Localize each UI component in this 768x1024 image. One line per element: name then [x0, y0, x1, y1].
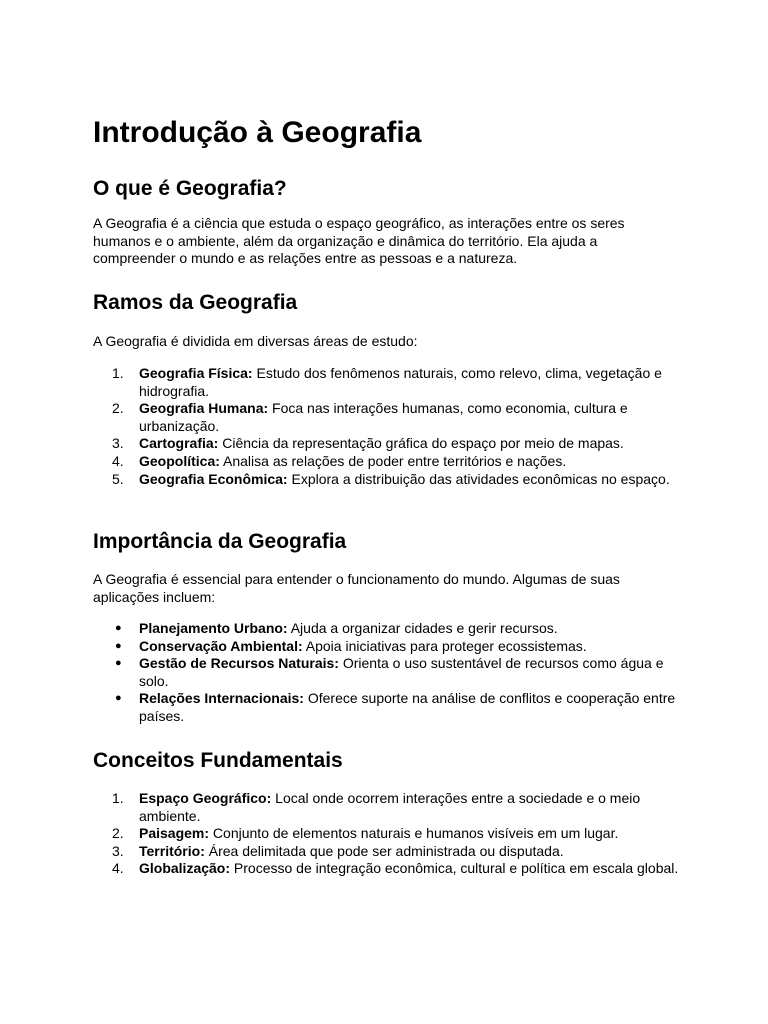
- list-number: 1.: [112, 790, 124, 806]
- list-number: 2.: [112, 400, 124, 417]
- list-item: [93, 638, 683, 656]
- section-paragraph-importancia: A Geografia é essencial para entender o funcionamento do mundo. Algumas de suas aplicações incluem:: [93, 571, 620, 605]
- list-item-term: Cartografia:: [139, 435, 219, 452]
- section-heading-o-que-e-geografia: O que é Geografia?: [93, 177, 287, 200]
- list-number: 3.: [112, 842, 124, 859]
- list-item: [93, 435, 683, 453]
- list-item: [93, 655, 683, 690]
- list-item-text: Local onde ocorrem interações entre a sociedade e o meio ambiente.: [139, 790, 641, 824]
- list-item-text: Estudo dos fenômenos naturais, como relevo, clima, vegetação e hidrografia.: [139, 365, 662, 399]
- list-item-term: Relações Internacionais:: [139, 690, 304, 707]
- list-item-term: Território:: [139, 842, 205, 859]
- list-item-text: Orienta o uso sustentável de recursos como água e solo.: [139, 655, 664, 689]
- list-number: 4.: [112, 452, 124, 469]
- list-number: 5.: [112, 470, 124, 487]
- list-item-text: Apoia iniciativas para proteger ecossistemas.: [302, 637, 587, 654]
- section-paragraph-ramos: A Geografia é dividida em diversas áreas de estudo:: [93, 333, 418, 349]
- section-heading-conceitos: Conceitos Fundamentais: [93, 749, 343, 772]
- bullet-icon: ●: [115, 639, 122, 652]
- list-item: [93, 400, 683, 435]
- ramos-list: [93, 365, 683, 488]
- list-number: 1.: [112, 365, 124, 381]
- list-item-text: Foca nas interações humanas, como economia, cultura e urbanização.: [139, 400, 628, 434]
- section-heading-ramos: Ramos da Geografia: [93, 291, 298, 314]
- list-item: [93, 471, 683, 489]
- list-item: [93, 843, 683, 861]
- list-item-term: Gestão de Recursos Naturais:: [139, 655, 339, 672]
- list-item-term: Geografia Humana:: [139, 400, 269, 417]
- section-heading-importancia: Importância da Geografia: [93, 530, 347, 553]
- bullet-icon: ●: [115, 622, 122, 634]
- list-item-term: Espaço Geográfico:: [139, 790, 272, 806]
- list-item: [93, 790, 683, 825]
- importancia-list: [93, 620, 683, 726]
- list-item-text: Explora a distribuição das atividades econômicas no espaço.: [287, 470, 670, 487]
- list-item-text: Ajuda a organizar cidades e gerir recursos.: [287, 620, 558, 636]
- list-item-term: Conservação Ambiental:: [139, 637, 303, 654]
- list-number: 4.: [112, 860, 124, 877]
- bullet-icon: ●: [115, 692, 122, 705]
- document-title: Introdução à Geografia: [93, 116, 422, 149]
- list-item-text: Processo de integração econômica, cultural e política em escala global.: [230, 860, 679, 877]
- list-item: [93, 690, 683, 725]
- list-item-term: Geografia Física:: [139, 365, 253, 381]
- list-item-term: Geopolítica:: [139, 452, 220, 469]
- list-item-text: Ciência da representação gráfica do espaço por meio de mapas.: [218, 435, 624, 452]
- bullet-icon: ●: [115, 657, 122, 670]
- list-item-text: Analisa as relações de poder entre territórios e nações.: [219, 452, 567, 469]
- section-paragraph-o-que-e-geografia: A Geografia é a ciência que estuda o espaço geográfico, as interações entre os seres humanos e o ambiente, além da organização e dinâmica do território. Ela ajuda a compreender o mundo e as relações entre as pessoas e a natureza.: [93, 215, 625, 267]
- conceitos-list: [93, 790, 683, 878]
- list-item-term: Planejamento Urbano:: [139, 620, 288, 636]
- list-item: [93, 365, 683, 400]
- list-number: 3.: [112, 435, 124, 452]
- list-item-text: Conjunto de elementos naturais e humanos visíveis em um lugar.: [209, 825, 619, 842]
- list-item: [93, 620, 683, 638]
- list-item-term: Geografia Econômica:: [139, 470, 288, 487]
- list-item-text: Área delimitada que pode ser administrada ou disputada.: [204, 842, 564, 859]
- list-item-term: Globalização:: [139, 860, 231, 877]
- list-item: [93, 860, 683, 878]
- list-item-term: Paisagem:: [139, 825, 210, 842]
- list-item: [93, 453, 683, 471]
- list-number: 2.: [112, 825, 124, 842]
- list-item-text: Oferece suporte na análise de conflitos e cooperação entre países.: [139, 690, 676, 724]
- list-item: [93, 825, 683, 843]
